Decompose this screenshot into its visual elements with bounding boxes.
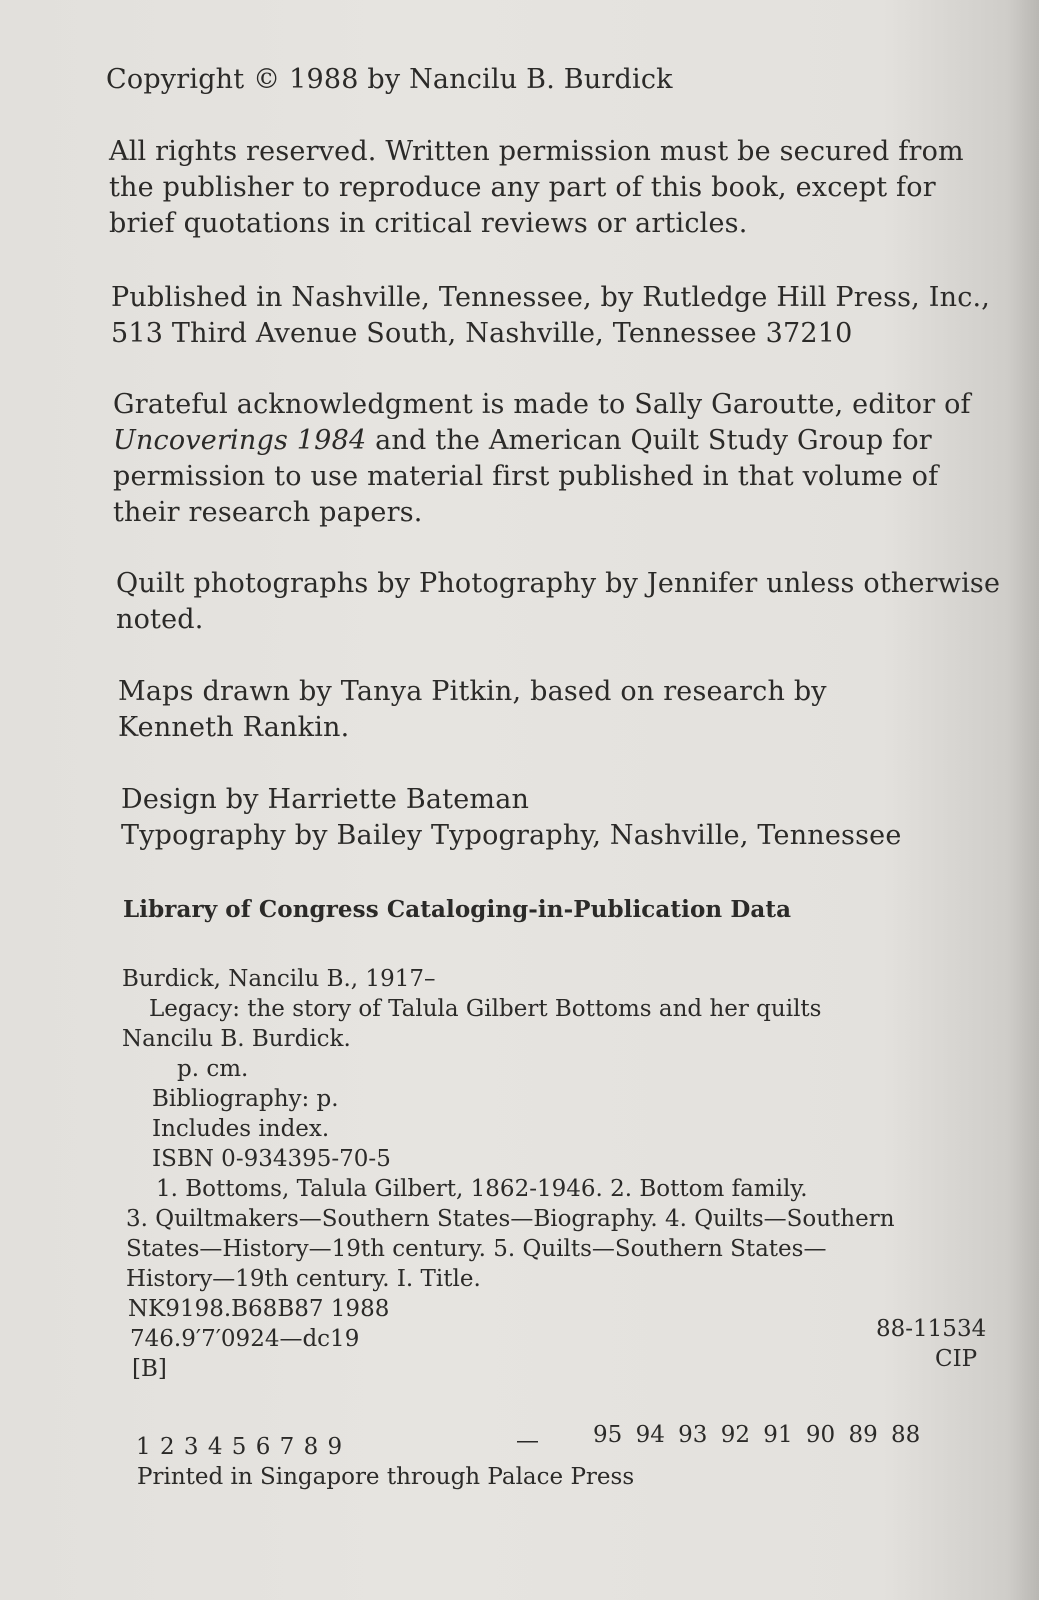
cip-subjects-1: 1. Bottoms, Talula Gilbert, 1862-1946. 2. Bottom family. xyxy=(156,1176,808,1202)
printing-years: 95 94 93 92 91 90 89 88 xyxy=(593,1422,921,1448)
credits-paragraph xyxy=(121,782,902,854)
cip-label: CIP xyxy=(935,1346,978,1372)
cip-pages: p. cm. xyxy=(177,1056,249,1082)
typography-credit: Typography by Bailey Typography, Nashville, Tennessee xyxy=(121,820,902,851)
cip-bracket: [B] xyxy=(132,1356,167,1382)
printing-numbers: 1 2 3 4 5 6 7 8 9 xyxy=(136,1434,343,1460)
copyright-line: Copyright © 1988 by Nancilu B. Burdick xyxy=(106,64,673,95)
publisher-line-1: Published in Nashville, Tennessee, by Rutledge Hill Press, Inc., xyxy=(111,282,991,313)
acknowledgment-line-3: permission to use material first published in that volume of xyxy=(113,461,939,492)
publisher-line-2: 513 Third Avenue South, Nashville, Tennessee 37210 xyxy=(111,318,853,349)
cip-lc-classification: NK9198.B68B87 1988 xyxy=(128,1296,390,1322)
publisher-paragraph xyxy=(111,280,990,352)
cip-subjects-4: History—19th century. I. Title. xyxy=(126,1266,481,1292)
cip-heading: Library of Congress Cataloging-in-Publication Data xyxy=(123,896,792,923)
acknowledgment-line-4: their research papers. xyxy=(113,497,423,528)
publication-title: Uncoverings 1984 xyxy=(113,425,367,456)
rights-line-1: All rights reserved. Written permission must be secured from xyxy=(109,136,964,167)
maps-line-2: Kenneth Rankin. xyxy=(118,712,350,743)
acknowledgment-line-1: Grateful acknowledgment is made to Sally Garoutte, editor of xyxy=(113,389,971,420)
photographs-paragraph xyxy=(116,566,1000,638)
cip-bibliography: Bibliography: p. xyxy=(152,1086,339,1112)
rights-paragraph xyxy=(109,134,964,242)
printed-in-line: Printed in Singapore through Palace Press xyxy=(137,1464,635,1490)
acknowledgment-line-2-rest: and the American Quilt Study Group for xyxy=(366,425,932,456)
maps-paragraph xyxy=(118,674,827,746)
cip-dewey: 746.9′7′0924—dc19 xyxy=(130,1326,360,1352)
cip-title: Legacy: the story of Talula Gilbert Bottoms and her quilts xyxy=(149,996,822,1022)
design-credit: Design by Harriette Bateman xyxy=(121,784,530,815)
cip-record xyxy=(122,964,895,1384)
rights-line-3: brief quotations in critical reviews or articles. xyxy=(109,208,748,239)
cip-author: Burdick, Nancilu B., 1917– xyxy=(122,966,436,992)
cip-subjects-3: States—History—19th century. 5. Quilts—Southern States— xyxy=(126,1236,827,1262)
cip-isbn: ISBN 0-934395-70-5 xyxy=(152,1146,391,1172)
cip-subjects-2: 3. Quiltmakers—Southern States—Biography. 4. Quilts—Southern xyxy=(126,1206,895,1232)
acknowledgment-line-2 xyxy=(113,423,971,459)
printing-dash: — xyxy=(516,1428,539,1454)
cip-lccn: 88-11534 xyxy=(876,1316,987,1342)
photographs-line-2: noted. xyxy=(116,604,204,635)
acknowledgment-paragraph xyxy=(113,387,971,531)
photographs-line-1: Quilt photographs by Photography by Jennifer unless otherwise xyxy=(116,568,1001,599)
cip-index: Includes index. xyxy=(152,1116,330,1142)
rights-line-2: the publisher to reproduce any part of this book, except for xyxy=(109,172,936,203)
cip-author-statement: Nancilu B. Burdick. xyxy=(122,1026,351,1052)
maps-line-1: Maps drawn by Tanya Pitkin, based on research by xyxy=(118,676,827,707)
